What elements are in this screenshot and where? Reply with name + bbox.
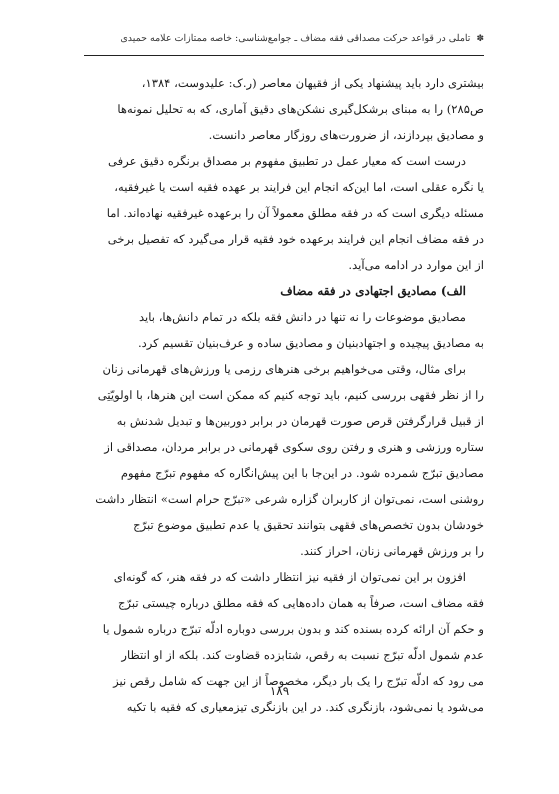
text-line: مصادیق تبرّج شمرده شود. در این‌جا با این پیش‌انگاره که مفهوم تبرّج مفهوم bbox=[120, 466, 484, 480]
text-line: مسئله دیگری است که در فقه مطلق معمولاً آن را برعهده غیرفقیه نهاده‌اند. اما bbox=[106, 206, 484, 220]
header-divider bbox=[84, 55, 484, 56]
text-line: در فقه مضاف انجام این فرایند برعهده خود فقیه قرار می‌گیرد که تفصیل برخی bbox=[107, 232, 484, 246]
text-line: افزون بر این نمی‌توان از فقیه نیز انتظار داشت که در فقه هنر، که گونه‌ای bbox=[113, 570, 466, 584]
text-line: درست است که معیار عمل در تطبیق مفهوم بر مصداق برنگره دقیق عرفی bbox=[107, 154, 466, 168]
text-line: می‌شود یا نمی‌شود، بازنگری کند. در این بازنگری تیزمعیاری که فقیه با تکیه bbox=[126, 700, 484, 714]
text-line: بیشتری دارد باید پیشنهاد یکی از فقیهان معاصر (ر.ک: علیدوست، ۱۳۸۴، bbox=[141, 76, 484, 90]
text-line: از قبیل قرارگرفتن قرص صورت قهرمان در برابر دوربین‌ها و تبدیل شدنش به bbox=[116, 414, 484, 428]
text-line: یا نگره عقلی است، اما این‌که انجام این فرایند بر عهده فقیه است یا غیرفقیه، bbox=[114, 180, 484, 194]
section-heading: الف) مصادیق اجتهادی در فقه مضاف bbox=[280, 284, 466, 298]
running-header bbox=[84, 33, 484, 44]
text-line: روشنی است، نمی‌توان از کاربران گزاره شرعی «تبرّج حرام است» انتظار داشت bbox=[95, 492, 484, 506]
text-line: ص۲۸۵) را به مبنای برشکل‌گیری نشکن‌های دقیق آماری، که به تحلیل نمونه‌ها bbox=[117, 102, 484, 116]
text-line: عدم شمول ادلّه تبرّج نسبت به رقص، شتابزده قضاوت کند. بلکه از او انتظار bbox=[121, 648, 484, 662]
text-line: فقه مضاف است، صرفاً به همان داده‌هایی که فقه مطلق درباره چیستی تبرّج bbox=[117, 596, 484, 610]
text-line: برای مثال، وقتی می‌خواهیم برخی هنرهای رزمی یا ورزش‌های قهرمانی زنان bbox=[102, 362, 466, 376]
text-line: را بر ورزش قهرمانی زنان، احراز کنند. bbox=[300, 544, 484, 558]
text-line: مصادیق موضوعات را نه تنها در دانش فقه بلکه در تمام دانش‌ها، باید bbox=[138, 310, 466, 324]
text-line: به مصادیق پیچیده و اجتهادبنیان و مصادیق ساده و عرف‌بنیان تقسیم کرد. bbox=[137, 336, 484, 350]
text-line: را از نظر فقهی بررسی کنیم، باید توجه کنیم که ممکن است این هنرها، با اولویّتِی bbox=[97, 388, 484, 402]
running-title: تاملی در قواعد حرکت مصداقی فقه مضاف ـ جوامع‌شناسی: خاصه ممتازات علامه حمیدی bbox=[120, 33, 471, 44]
text-line: می رود که ادلّه تبرّج را یک بار دیگر، مخصوصاً از این جهت که شامل رقص نیز bbox=[113, 674, 484, 688]
text-line: خودشان بدون تخصص‌های فقهی بتوانند تحقیق یا عدم تطبیق موضوع تبرّج bbox=[133, 518, 484, 532]
body-text bbox=[84, 70, 484, 720]
text-line: ستاره ورزشی و هنری و رفتن روی سکوی قهرمانی در برابر مردان، مصداقی از bbox=[104, 440, 484, 454]
text-line: و حکم آن ارائه کرده بسنده کند و بدون بررسی دوباره ادلّه تبرّج درباره شمول یا bbox=[102, 622, 484, 636]
text-line: و مصادیق بپردازند، از ضرورت‌های روزگار معاصر دانست. bbox=[208, 128, 484, 142]
text-line: از این موارد در ادامه می‌آید. bbox=[348, 258, 484, 272]
page-number: ۱۸۹ bbox=[269, 684, 290, 698]
header-ornament-icon: ✽ bbox=[476, 33, 484, 44]
